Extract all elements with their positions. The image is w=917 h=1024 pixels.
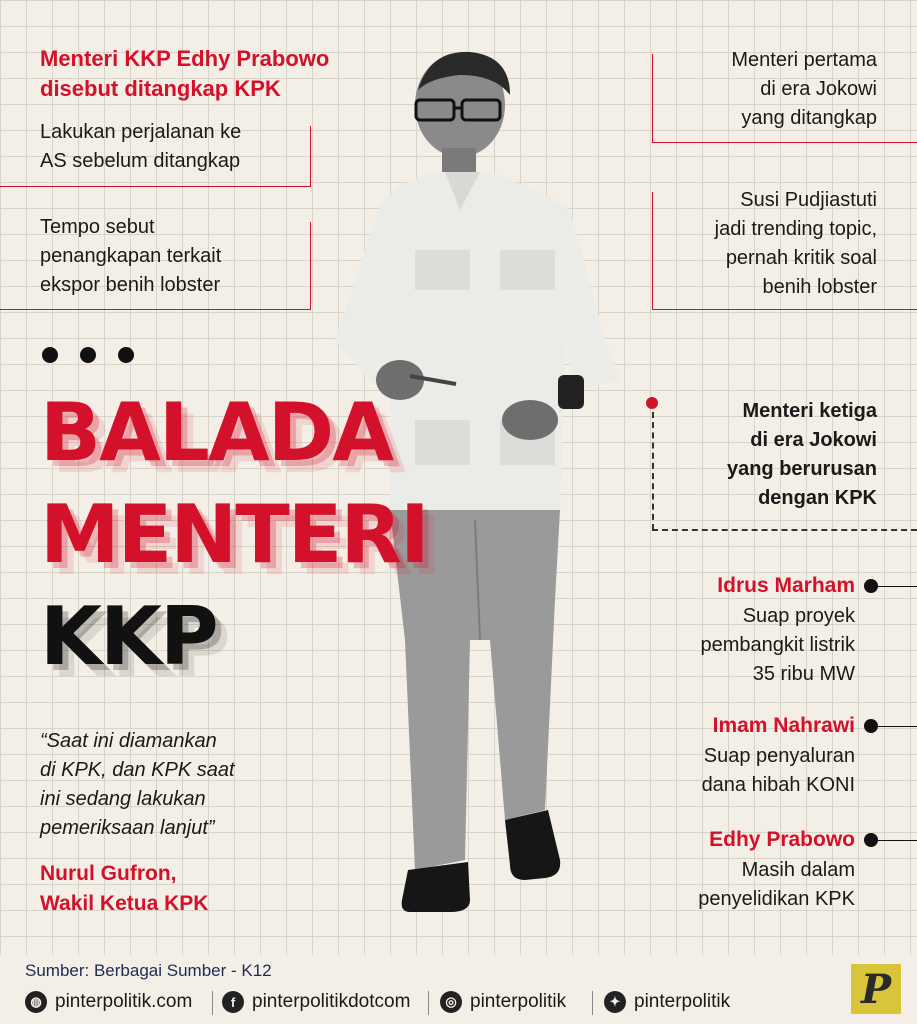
timeline-name: Idrus Marham — [717, 574, 855, 597]
website-link[interactable] — [25, 985, 192, 1019]
quote-author-line: Wakil Ketua KPK — [40, 892, 209, 915]
left-point-1-line: AS sebelum ditangkap — [40, 150, 241, 172]
timeline-desc-line: pembangkit listrik — [700, 634, 855, 656]
ellipsis-dots — [42, 347, 156, 368]
left-point-1 — [40, 118, 241, 176]
divider — [652, 309, 917, 310]
divider — [310, 222, 311, 310]
divider — [652, 192, 653, 310]
right-point-2-line: pernah kritik soal — [725, 247, 877, 269]
timeline-desc-line: penyelidikan KPK — [698, 888, 855, 910]
footer — [0, 955, 917, 1024]
divider — [0, 186, 310, 187]
left-point-2-line: penangkapan terkait — [40, 245, 222, 267]
timeline-name: Imam Nahrawi — [712, 714, 855, 737]
twitter-icon: ✦ — [604, 991, 626, 1013]
quote-line: pemeriksaan lanjut” — [40, 817, 215, 839]
timeline-desc-line: 35 ribu MW — [752, 663, 855, 685]
quote-line: “Saat ini diamankan — [40, 730, 217, 752]
facebook-icon: f — [222, 991, 244, 1013]
facebook-link[interactable] — [222, 985, 410, 1019]
instagram-label: pinterpolitik — [470, 991, 567, 1012]
timeline-line — [876, 586, 917, 587]
right-point-1-line: Menteri pertama — [731, 49, 877, 71]
quote-text — [40, 727, 235, 843]
timeline-line — [876, 840, 917, 841]
left-point-2 — [40, 213, 221, 300]
right-point-1 — [597, 46, 877, 133]
timeline-name: Edhy Prabowo — [709, 828, 855, 851]
website-label: pinterpolitik.com — [55, 991, 193, 1012]
separator — [592, 991, 593, 1015]
divider — [0, 309, 310, 310]
globe-icon: ◍ — [25, 991, 47, 1013]
timeline-desc-line: dana hibah KONI — [701, 774, 855, 796]
instagram-icon: ◎ — [440, 991, 462, 1013]
title-line-1: BALADA — [40, 386, 393, 479]
timeline-desc — [615, 602, 855, 689]
right-highlight — [637, 397, 877, 513]
headline-line: disebut ditangkap KPK — [40, 76, 281, 101]
dashed-line — [652, 529, 917, 531]
right-highlight-line: Menteri ketiga — [742, 400, 877, 422]
separator — [428, 991, 429, 1015]
right-point-2 — [597, 186, 877, 302]
left-point-2-line: Tempo sebut — [40, 216, 155, 238]
right-highlight-line: di era Jokowi — [750, 429, 877, 451]
twitter-link[interactable] — [604, 985, 730, 1019]
separator — [212, 991, 213, 1015]
twitter-label: pinterpolitik — [634, 991, 731, 1012]
quote-author — [40, 859, 208, 919]
right-point-2-line: jadi trending topic, — [714, 218, 877, 240]
right-point-2-line: Susi Pudjiastuti — [740, 189, 877, 211]
facebook-label: pinterpolitikdotcom — [252, 991, 411, 1012]
left-point-2-line: ekspor benih lobster — [40, 274, 221, 296]
headline-line: Menteri KKP Edhy Prabowo — [40, 46, 330, 71]
quote-author-line: Nurul Gufron, — [40, 862, 177, 885]
divider — [652, 142, 917, 143]
timeline-desc-line: Masih dalam — [741, 859, 855, 881]
right-point-1-line: yang ditangkap — [741, 107, 877, 129]
instagram-link[interactable] — [440, 985, 566, 1019]
timeline-line — [876, 726, 917, 727]
right-point-1-line: di era Jokowi — [760, 78, 877, 100]
right-point-2-line: benih lobster — [762, 276, 877, 298]
divider — [310, 126, 311, 187]
minister-photo — [320, 40, 650, 925]
timeline-desc — [615, 742, 855, 800]
timeline-desc — [615, 856, 855, 914]
right-highlight-line: yang berurusan — [726, 458, 877, 480]
title-line-3: KKP — [40, 590, 217, 683]
divider — [652, 54, 653, 143]
brand-logo[interactable]: P — [851, 964, 901, 1014]
quote-line: ini sedang lakukan — [40, 788, 206, 810]
quote-line: di KPK, dan KPK saat — [40, 759, 235, 781]
timeline-desc-line: Suap proyek — [742, 605, 855, 627]
headline — [40, 44, 329, 104]
title-line-2: MENTERI — [40, 488, 428, 581]
source-text: Sumber: Berbagai Sumber - K12 — [25, 961, 272, 980]
right-highlight-line: dengan KPK — [758, 487, 877, 509]
timeline-desc-line: Suap penyaluran — [703, 745, 855, 767]
left-point-1-line: Lakukan perjalanan ke — [40, 121, 242, 143]
